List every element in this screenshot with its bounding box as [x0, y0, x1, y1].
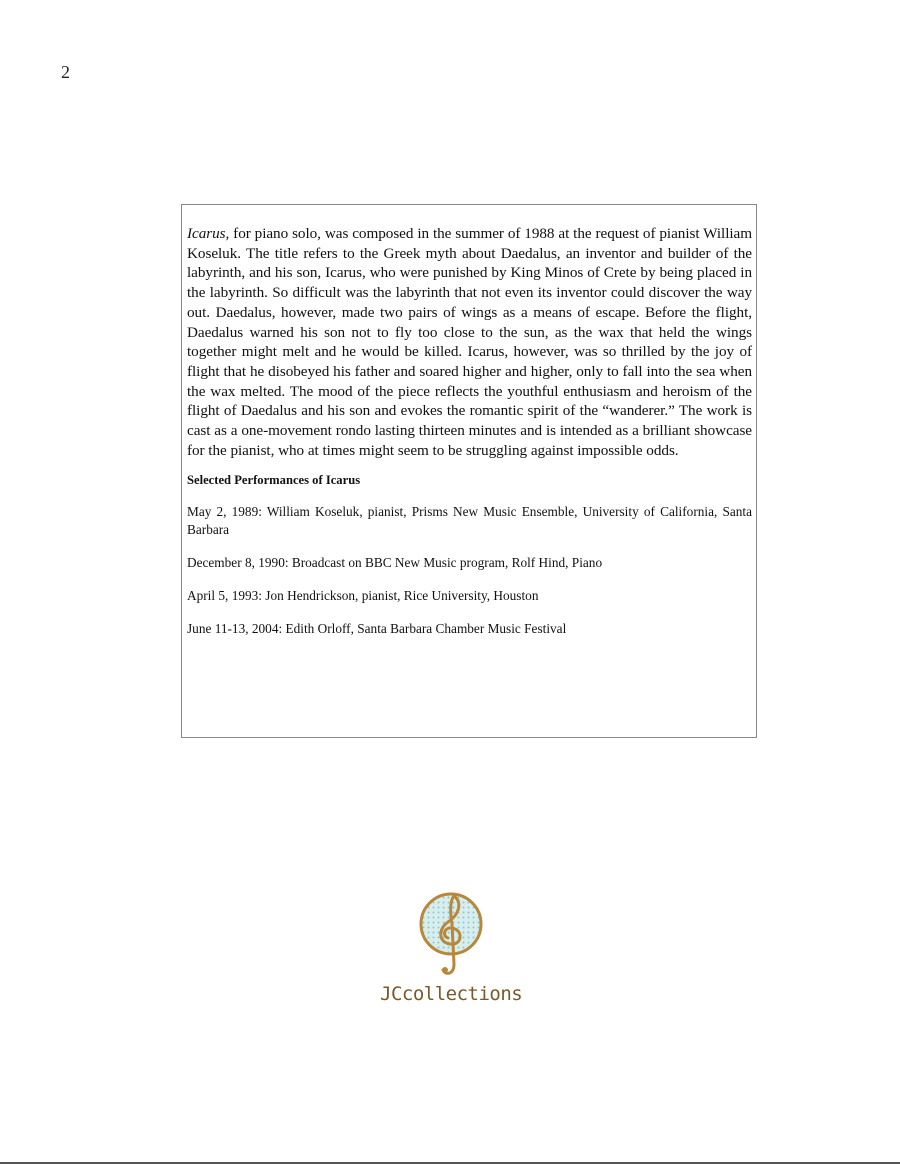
- program-note-paragraph: [187, 224, 752, 460]
- work-title: Icarus: [187, 225, 226, 242]
- performance-item: April 5, 1993: Jon Hendrickson, pianist, Rice University, Houston: [187, 588, 539, 604]
- jccollections-logo: [380, 890, 530, 1020]
- performance-item: June 11-13, 2004: Edith Orloff, Santa Barbara Chamber Music Festival: [187, 621, 567, 637]
- treble-clef-icon: [416, 890, 486, 982]
- page-number: 2: [61, 62, 70, 82]
- performances-list: [187, 503, 752, 638]
- performance-item: May 2, 1989: William Koseluk, pianist, Prisms New Music Ensemble, University of California, Santa Barbara: [187, 504, 752, 538]
- performance-item: December 8, 1990: Broadcast on BBC New Music program, Rolf Hind, Piano: [187, 555, 603, 571]
- performances-heading: Selected Performances of Icarus: [187, 473, 361, 488]
- program-note-box: [181, 204, 757, 738]
- program-note-text: , for piano solo, was composed in the summer of 1988 at the request of pianist William Koseluk. The title refers to the Greek myth about Daedalus, an inventor and builder of the labyrinth, and his son, Icarus, who were punished by King Minos of Crete by being placed in the labyrinth. So difficult was the labyrinth that not even its inventor could discover the way out. Daedalus, however, made two pairs of wings as a means of escape. Before the flight, Daedalus warned his son not to fly too close to the sun, as the wax that held the wings together might melt and he would be killed. Icarus, however, was so thrilled by the joy of flight that he disobeyed his father and soared higher and higher, only to fall into the sea when the wax melted. The mood of the piece reflects the youthful enthusiasm and heroism of the flight of Daedalus and his son and evokes the romantic spirit of the “wanderer.” The work is cast as a one-movement rondo lasting thirteen minutes and is intended as a brilliant showcase for the pianist, who at times might seem to be struggling against impossible odds.: [187, 225, 752, 459]
- logo-text: JCcollections: [380, 983, 523, 1005]
